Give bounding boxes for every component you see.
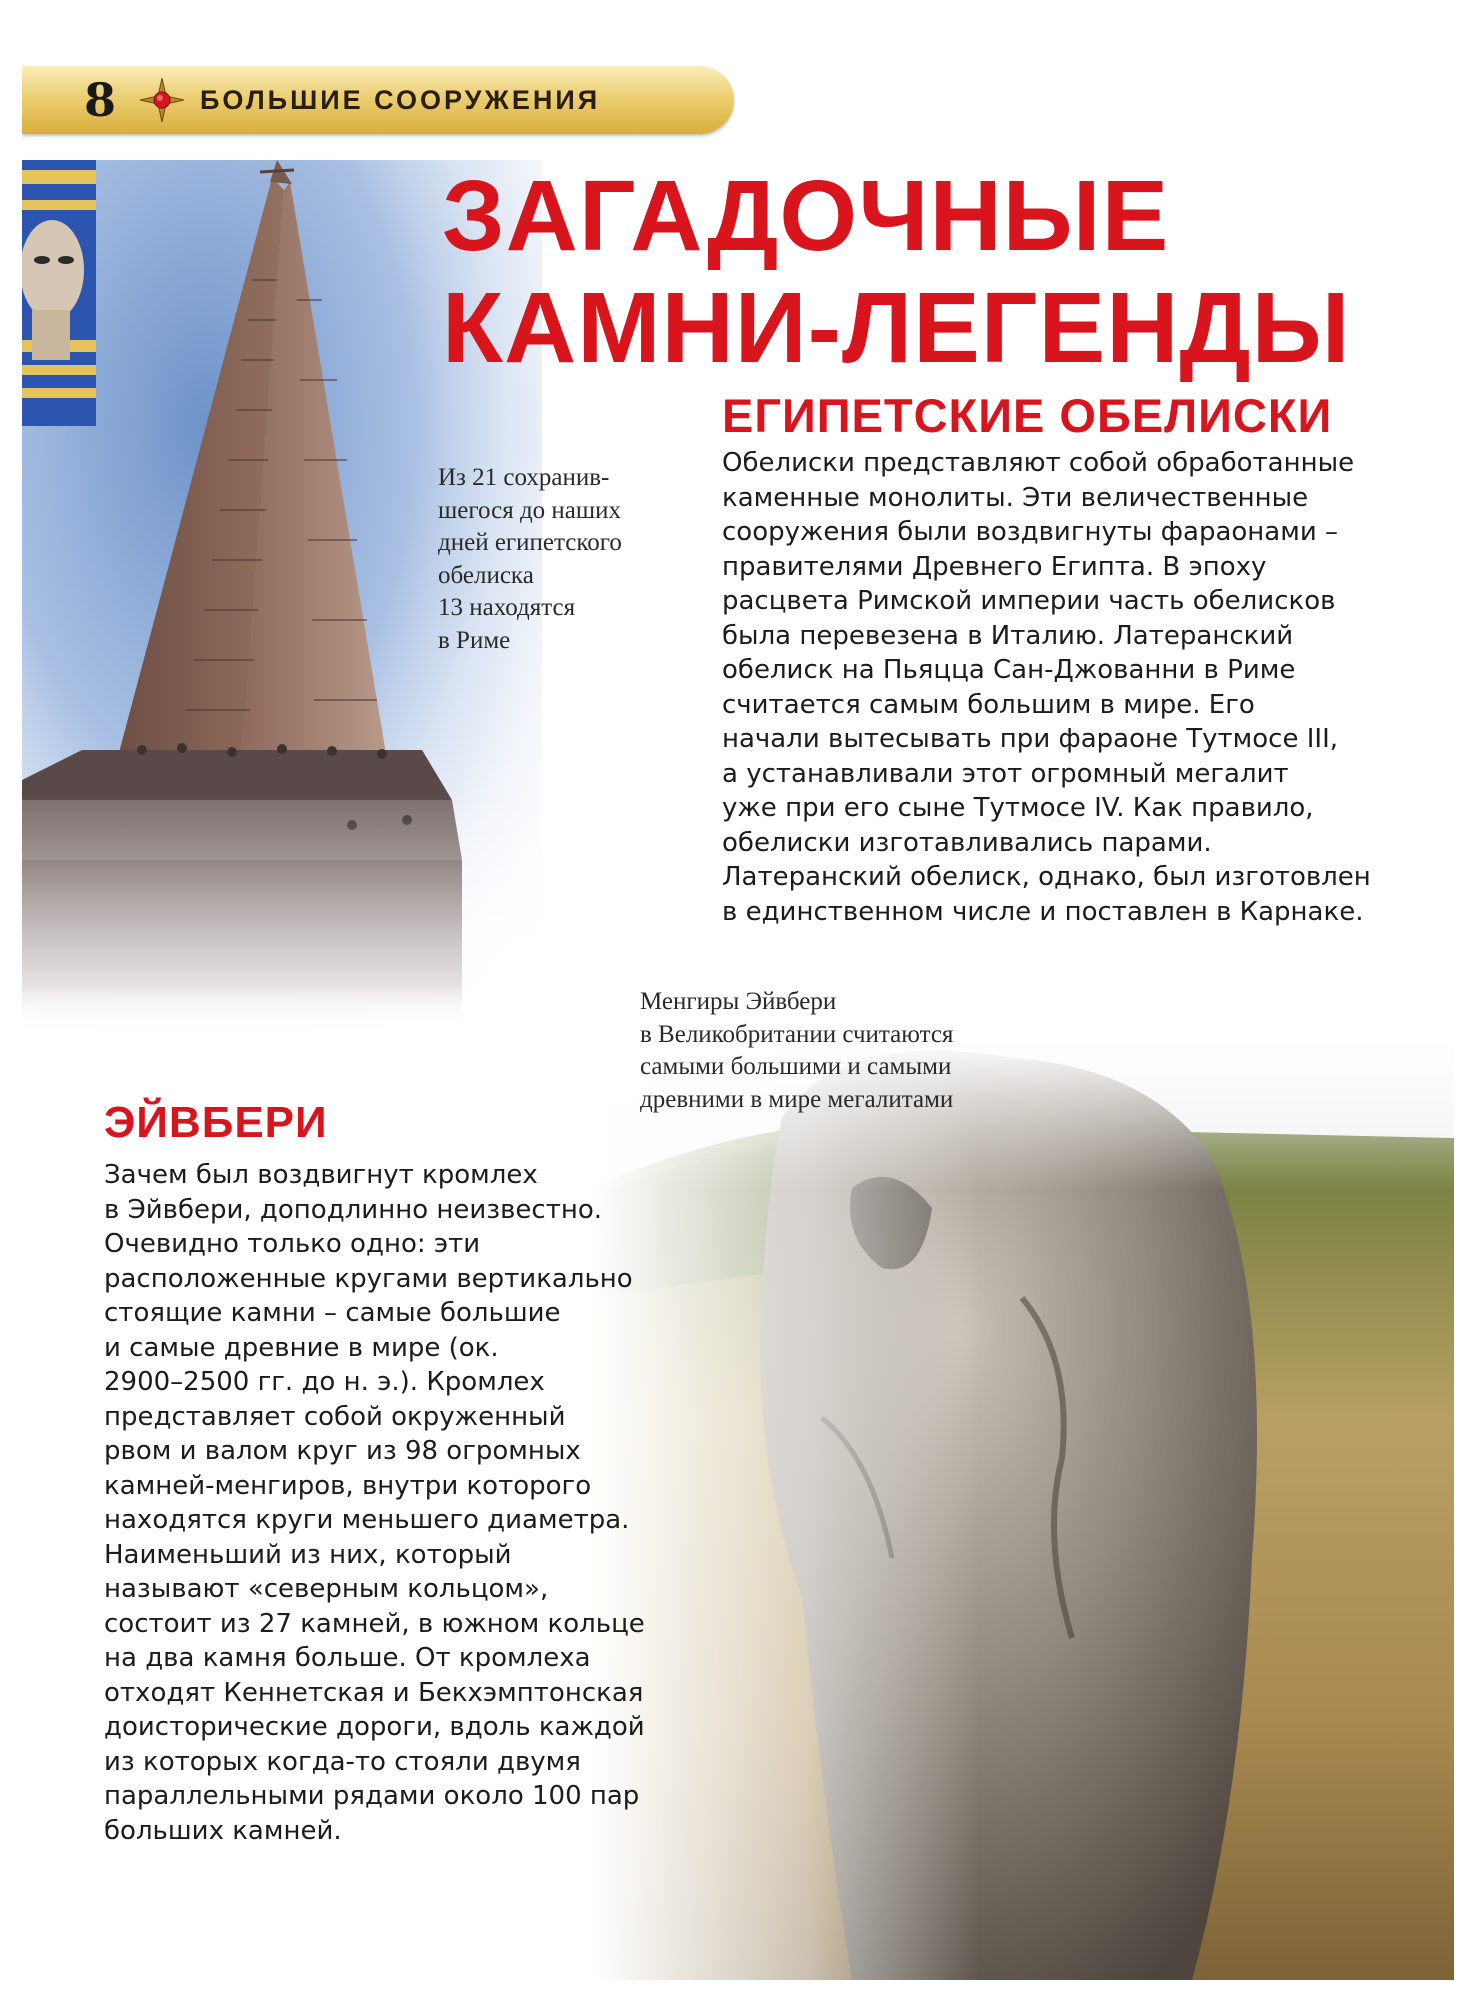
avebury-heading: ЭЙВБЕРИ bbox=[104, 1098, 328, 1147]
text-line: Наименьший из них, который bbox=[104, 1539, 512, 1570]
text-line: называют «северным кольцом», bbox=[104, 1574, 549, 1604]
text-line: сооружения были воздвигнуты фараонами – bbox=[722, 517, 1339, 547]
text-line: начали вытесывать при фараоне Тутмосе III, bbox=[722, 724, 1339, 754]
section-label: БОЛЬШИЕ СООРУЖЕНИЯ bbox=[200, 85, 601, 115]
text-line: представляет собой окруженный bbox=[104, 1401, 566, 1432]
caption-line: Из 21 сохранив- bbox=[438, 464, 610, 491]
text-line: обелиск на Пьяцца Сан-Джованни в Риме bbox=[722, 655, 1296, 685]
caption-line: самыми большими и самыми bbox=[640, 1053, 952, 1080]
caption-line: Менгиры Эйвбери bbox=[640, 988, 837, 1015]
caption-line: в Риме bbox=[438, 626, 511, 654]
text-line: из которых когда-то стояли двумя bbox=[104, 1746, 581, 1777]
text-line: обелиски изготавливались парами. bbox=[722, 827, 1212, 858]
text-line: каменные монолиты. Эти величественные bbox=[722, 482, 1309, 513]
page-title bbox=[442, 160, 1452, 384]
text-line: в единственном числе и поставлен в Карнаке. bbox=[722, 896, 1364, 927]
page bbox=[22, 18, 1454, 1980]
text-line: Очевидно только одно: эти bbox=[104, 1229, 481, 1259]
text-line: считается самым большим в мире. Его bbox=[722, 689, 1255, 720]
caption-line: в Великобритании считаются bbox=[640, 1020, 954, 1048]
page-number: 8 bbox=[84, 73, 117, 127]
caption-line: древними в мире мегалитами bbox=[640, 1085, 954, 1113]
text-line: больших камней. bbox=[104, 1815, 342, 1846]
caption-line: обелиска bbox=[438, 561, 534, 589]
egypt-heading: ЕГИПЕТСКИЕ ОБЕЛИСКИ bbox=[722, 389, 1333, 442]
caption-line: 13 находятся bbox=[438, 594, 576, 621]
text-line: правителями Древнего Египта. В эпоху bbox=[722, 551, 1267, 582]
text-line: рвом и валом круг из 98 огромных bbox=[104, 1436, 581, 1466]
text-line: стоящие камни – самые большие bbox=[104, 1298, 561, 1328]
text-line: а устанавливали этот огромный мегалит bbox=[722, 758, 1289, 789]
text-line: отходят Кеннетская и Бекхэмптонская bbox=[104, 1677, 644, 1708]
text-line: на два камня больше. От кромлеха bbox=[104, 1643, 591, 1673]
text-line: состоит из 27 камней, в южном кольце bbox=[104, 1608, 645, 1639]
text-line: Зачем был воздвигнут кромлех bbox=[104, 1160, 538, 1190]
text-line: расцвета Римской империи часть обелисков bbox=[722, 586, 1336, 616]
obelisk-caption bbox=[438, 462, 622, 657]
text-line: Латеранский обелиск, однако, был изготовлен bbox=[722, 862, 1371, 892]
text-line: и самые древние в мире (ок. bbox=[104, 1332, 499, 1363]
text-line: камней-менгиров, внутри которого bbox=[104, 1470, 592, 1501]
menhir-caption bbox=[640, 986, 953, 1116]
pharaoh-mask-thumbnail bbox=[22, 160, 96, 426]
text-line: уже при его сыне Тутмосе IV. Как правило, bbox=[722, 793, 1314, 823]
avebury-body-text bbox=[104, 1158, 645, 1848]
text-line: доисторические дороги, вдоль каждой bbox=[104, 1712, 645, 1742]
compass-rose-icon bbox=[140, 78, 184, 122]
text-line: параллельными рядами около 100 пар bbox=[104, 1781, 640, 1811]
text-line: 2900–2500 гг. до н. э.). Кромлех bbox=[104, 1367, 545, 1397]
title-line: КАМНИ-ЛЕГЕНДЫ bbox=[442, 272, 1351, 384]
avebury-menhir-photo bbox=[592, 1038, 1454, 1980]
title-line: ЗАГАДОЧНЫЕ bbox=[442, 160, 1170, 272]
caption-line: шегося до наших bbox=[438, 496, 622, 524]
text-line: расположенные кругами вертикально bbox=[104, 1263, 633, 1294]
text-line: находятся круги меньшего диаметра. bbox=[104, 1505, 630, 1535]
caption-line: дней египетского bbox=[438, 529, 622, 556]
text-line: была перевезена в Италию. Латеранский bbox=[722, 620, 1294, 651]
egypt-body-text bbox=[722, 446, 1371, 929]
text-line: Обелиски представляют собой обработанные bbox=[722, 448, 1355, 478]
text-line: в Эйвбери, доподлинно неизвестно. bbox=[104, 1194, 603, 1225]
